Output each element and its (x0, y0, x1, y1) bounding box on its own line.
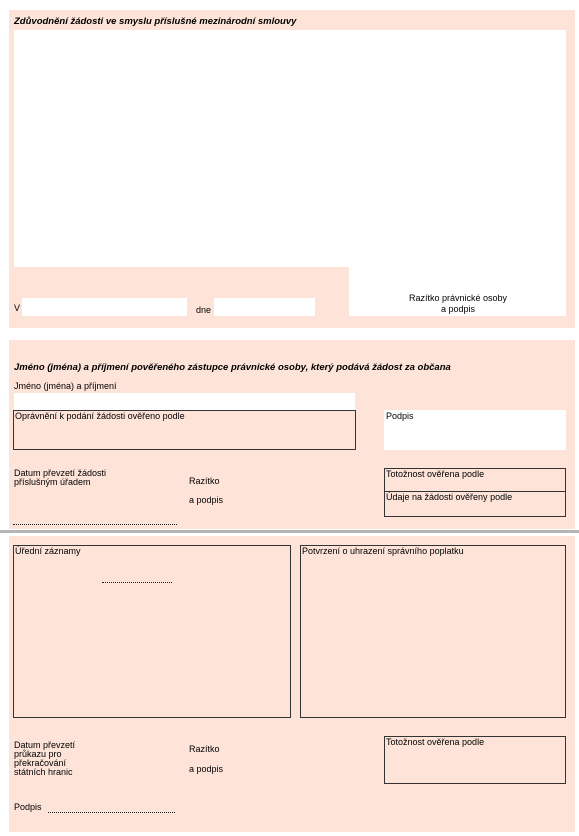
stamp-label-line1: Razítko právnické osoby (408, 293, 508, 303)
identity-verified-label-bottom: Totožnost ověřena podle (386, 737, 485, 747)
and-signature-label: a podpis (189, 495, 224, 505)
representative-heading: Jméno (jména) a příjmení pověřeného zástupce právnické osoby, který podává žádost za občana (14, 362, 451, 373)
data-verified-label: Údaje na žádosti ověřeny podle (386, 492, 513, 502)
official-records-box[interactable] (13, 545, 291, 718)
fee-confirmation-box[interactable] (300, 545, 566, 718)
section-separator (0, 530, 579, 533)
received-label-line2: příslušným úřadem (14, 477, 91, 487)
name-label: Jméno (jména) a příjmení (14, 381, 117, 391)
place-field[interactable] (22, 298, 187, 316)
justification-field[interactable] (14, 30, 566, 267)
received-label-line1: Datum převzetí žádosti (14, 468, 107, 478)
and-signature-label-bottom: a podpis (189, 764, 224, 774)
received-date-line[interactable] (13, 524, 177, 525)
date-label: dne (196, 305, 212, 315)
place-label: V (14, 303, 21, 313)
name-field[interactable] (14, 393, 355, 410)
official-records-line[interactable] (102, 582, 172, 583)
card-received-line2: průkazu pro (14, 749, 62, 759)
signature-line-bottom[interactable] (48, 812, 175, 813)
date-field[interactable] (214, 298, 315, 316)
official-records-label: Úřední záznamy (15, 546, 81, 556)
stamp-label-line2: a podpis (440, 304, 476, 314)
stamp-label: Razítko (189, 476, 220, 486)
authorization-label: Oprávnění k podání žádosti ověřeno podle (15, 411, 185, 421)
justification-heading: Zdůvodnění žádosti ve smyslu příslušné mezinárodní smlouvy (14, 16, 297, 27)
card-received-line4: státních hranic (14, 767, 73, 777)
fee-confirmation-label: Potvrzení o uhrazení správního poplatku (302, 546, 464, 556)
card-received-line1: Datum převzetí (14, 740, 76, 750)
stamp-label-bottom: Razítko (189, 744, 220, 754)
identity-verified-label: Totožnost ověřena podle (386, 469, 485, 479)
signature-label-bottom: Podpis (14, 802, 42, 812)
signature-label: Podpis (386, 411, 414, 421)
card-received-line3: překračování (14, 758, 67, 768)
